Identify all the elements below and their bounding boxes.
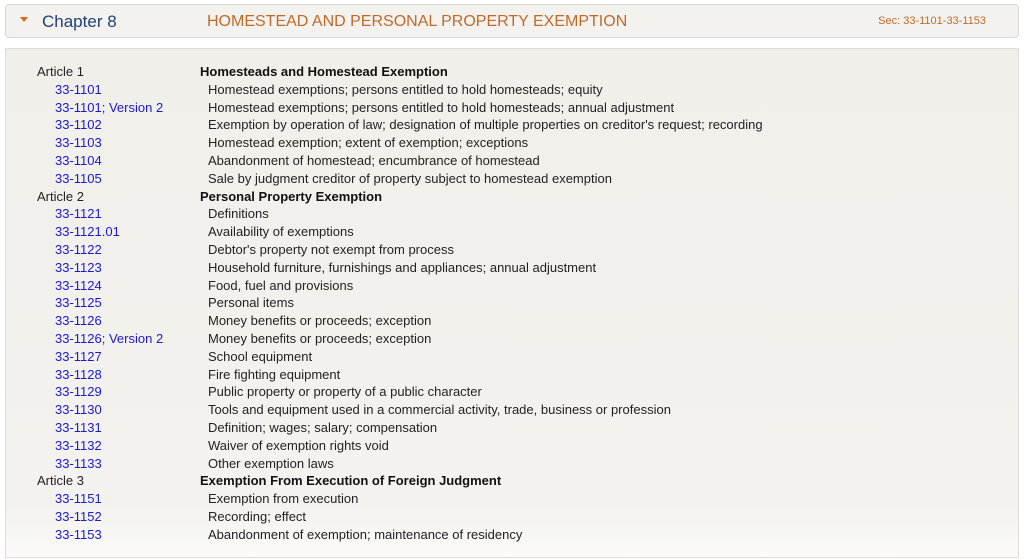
section-title: Money benefits or proceeds; exception [208,313,432,329]
section-link[interactable]: 33-1129 [55,384,102,400]
section-title: Household furniture, furnishings and appliances; annual adjustment [208,259,597,275]
section-title: Homestead exemptions; persons entitled to hold homesteads; annual adjustment [208,99,675,115]
toc-list [6,63,1018,544]
section-link[interactable]: 33-1130 [55,402,102,418]
section-row [6,152,1018,170]
section-row [6,437,1018,455]
section-row [6,348,1018,366]
section-title: Abandonment of exemption; maintenance of residency [208,526,523,542]
section-link[interactable]: 33-1123 [55,259,102,275]
article-row [6,472,1018,490]
section-link[interactable]: 33-1124 [55,277,102,293]
section-title: Definitions [208,206,269,222]
section-link[interactable]: 33-1125 [55,295,102,311]
section-title: Exemption from execution [208,491,359,507]
section-link[interactable]: 33-1152 [55,508,102,524]
section-title: Fire fighting equipment [208,366,341,382]
section-title: Homestead exemption; extent of exemption; exceptions [208,135,529,151]
section-row [6,383,1018,401]
section-row [6,419,1018,437]
section-link[interactable]: 33-1121 [55,206,102,222]
section-title: Definition; wages; salary; compensation [208,419,438,435]
section-title: Money benefits or proceeds; exception [208,330,432,346]
section-row [6,294,1018,312]
section-row [6,455,1018,473]
section-row [6,330,1018,348]
section-link[interactable]: 33-1153 [55,526,102,542]
section-title: Other exemption laws [208,455,334,471]
section-row [6,205,1018,223]
section-row [6,366,1018,384]
section-link[interactable]: 33-1102 [55,117,102,133]
section-link[interactable]: 33-1104 [55,152,102,168]
section-row [6,223,1018,241]
section-row [6,241,1018,259]
section-link[interactable]: 33-1101; Version 2 [55,99,164,115]
section-title: Waiver of exemption rights void [208,437,389,453]
section-title: Sale by judgment creditor of property subject to homestead exemption [208,170,612,186]
section-title: Public property or property of a public character [208,384,482,400]
section-title: Abandonment of homestead; encumbrance of homestead [208,152,540,168]
section-row [6,99,1018,117]
article-row [6,63,1018,81]
section-row [6,508,1018,526]
section-range: Sec: 33-1101-33-1153 [878,15,986,27]
section-row [6,277,1018,295]
section-link[interactable]: 33-1128 [55,366,102,382]
section-title: Debtor's property not exempt from process [208,241,454,257]
section-link[interactable]: 33-1121.01 [55,224,120,240]
section-row [6,81,1018,99]
section-row [6,312,1018,330]
section-link[interactable]: 33-1105 [55,170,102,186]
section-link[interactable]: 33-1151 [55,491,102,507]
article-row [6,188,1018,206]
section-title: Personal items [208,295,294,311]
article-title: Homesteads and Homestead Exemption [200,64,448,79]
section-row [6,170,1018,188]
section-link[interactable]: 33-1127 [55,348,102,364]
section-link[interactable]: 33-1101 [55,81,102,97]
section-title: Exemption by operation of law; designation of multiple properties on creditor's request; recording [208,117,763,133]
section-link[interactable]: 33-1103 [55,135,102,151]
section-link[interactable]: 33-1126; Version 2 [55,330,164,346]
article-title: Exemption From Execution of Foreign Judgment [200,473,502,489]
section-link[interactable]: 33-1126 [55,313,102,329]
section-title: Recording; effect [208,508,307,524]
section-title: Availability of exemptions [208,224,354,240]
chapter-contents [5,48,1019,558]
caret-down-icon[interactable] [20,17,28,22]
article-number: Article 1 [37,64,84,79]
chapter-label[interactable]: Chapter 8 [42,12,117,31]
article-title: Personal Property Exemption [200,188,383,204]
section-link[interactable]: 33-1133 [55,455,102,471]
section-title: Tools and equipment used in a commercial activity, trade, business or profession [208,402,671,418]
section-link[interactable]: 33-1132 [55,437,102,453]
section-title: School equipment [208,348,313,364]
section-row [6,259,1018,277]
section-row [6,116,1018,134]
section-row [6,526,1018,544]
section-row [6,490,1018,508]
section-row [6,401,1018,419]
article-number: Article 3 [37,473,84,489]
section-row [6,134,1018,152]
section-link[interactable]: 33-1122 [55,241,102,257]
chapter-header[interactable] [5,4,1019,38]
section-title: Homestead exemptions; persons entitled to hold homesteads; equity [208,81,603,97]
section-link[interactable]: 33-1131 [55,419,102,435]
article-number: Article 2 [37,188,84,204]
section-title: Food, fuel and provisions [208,277,354,293]
chapter-title: HOMESTEAD AND PERSONAL PROPERTY EXEMPTION [207,13,628,30]
